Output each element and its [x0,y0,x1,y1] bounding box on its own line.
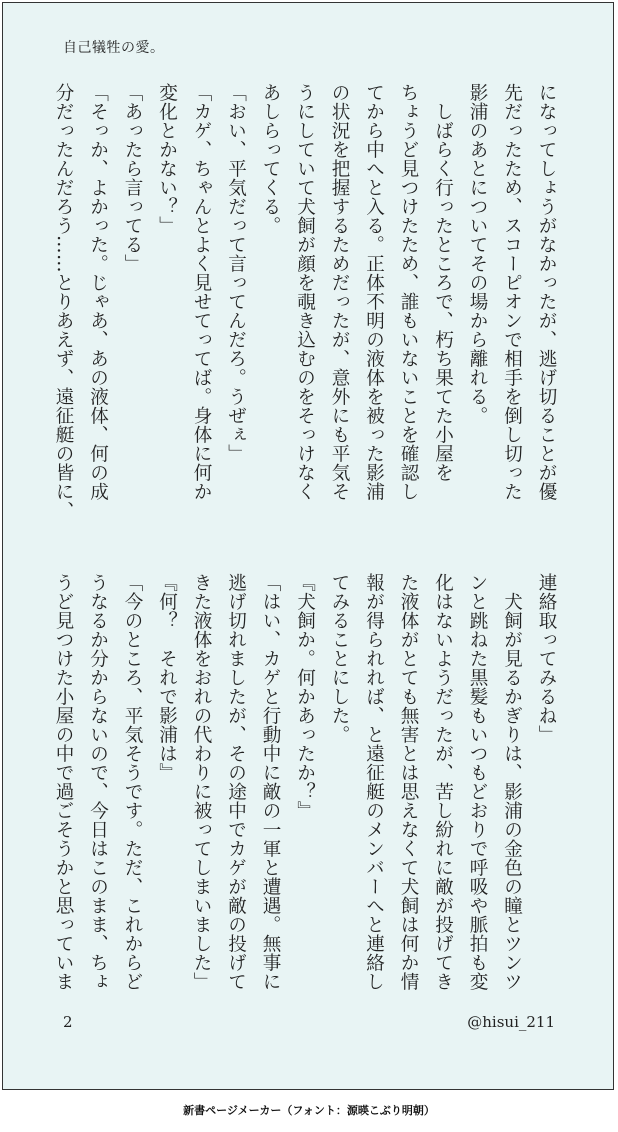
text-column: 変化とかない？」 [156,83,178,235]
text-column: 連絡取ってみるね」 [536,573,557,744]
text-column: 「そっか、よかった。じゃあ、あの液体、何の成 [87,83,109,501]
upper-text-block [53,83,563,523]
text-column: 逃げ切れましたが、その途中でカゲが敵の投げて [225,573,247,991]
text-column: きた液体をおれの代わりに被ってしまいました」 [191,573,212,991]
text-column: 犬飼が見るかぎりは、影浦の金色の瞳とツンツ [501,573,523,991]
author-handle: @hisui_211 [467,1013,555,1031]
text-column: うど見つけた小屋の中で過ごそうかと思っていま [53,573,74,991]
text-column: 化はないようだったが、苦し紛れに敵が投げてき [432,573,454,991]
text-column: てから中へと入る。正体不明の液体を被った影浦 [363,83,385,501]
text-column: うなるか分からないので、今日はこのまま、ちょ [87,573,109,991]
text-column: 先だったため、スコーピオンで相手を倒し切った [501,83,523,501]
text-column: うにしていて犬飼が顔を覗き込むのをそっけなく [294,83,316,501]
generator-credit: 新書ページメーカー（フォント：源暎こぶり明朝） [183,1104,435,1117]
text-column: あしらってくる。 [260,83,281,235]
text-column: た液体がとても無害とは思えなくて犬飼は何か情 [398,573,419,991]
text-column: になってしょうがなかったが、逃げ切ることが優 [536,83,557,501]
lower-text-block [53,573,563,1023]
text-column: 「カゲ、ちゃんとよく見せてってば。身体に何か [191,83,212,501]
text-column: 「おい、平気だって言ってんだろ。うぜぇ」 [225,83,247,463]
text-column: の状況を把握するためだったが、意外にも平気そ [329,83,350,501]
text-column: 報が得られれば、と遠征艇のメンバーへと連絡し [363,573,385,991]
novel-page [2,2,614,1090]
text-column: ンと跳ねた黒髪もいつもどおりで呼吸や脈拍も変 [467,573,488,991]
text-column: てみることにした。 [329,573,350,744]
text-column: 「はい、カゲと行動中に敵の一軍と遭遇。無事に [260,573,281,991]
text-column: 「今のところ、平気そうです。ただ、これからど [122,573,143,991]
text-column: 『犬飼か。何かあったか？』 [294,573,316,820]
text-column: 分だったんだろう……とりあえず、遠征艇の皆に、 [53,83,74,520]
text-column: 『何？ それで影浦は』 [156,573,178,782]
text-column: ちょうど見つけたため、誰もいないことを確認し [398,83,419,501]
page-number: 2 [63,1013,73,1031]
text-column: 「あったら言ってる」 [122,83,143,273]
page-title: 自己犠牲の愛。 [63,40,165,56]
text-column: 影浦のあとについてその場から離れる。 [467,83,488,425]
text-column: しばらく行ったところで、朽ち果てた小屋を [432,83,454,482]
